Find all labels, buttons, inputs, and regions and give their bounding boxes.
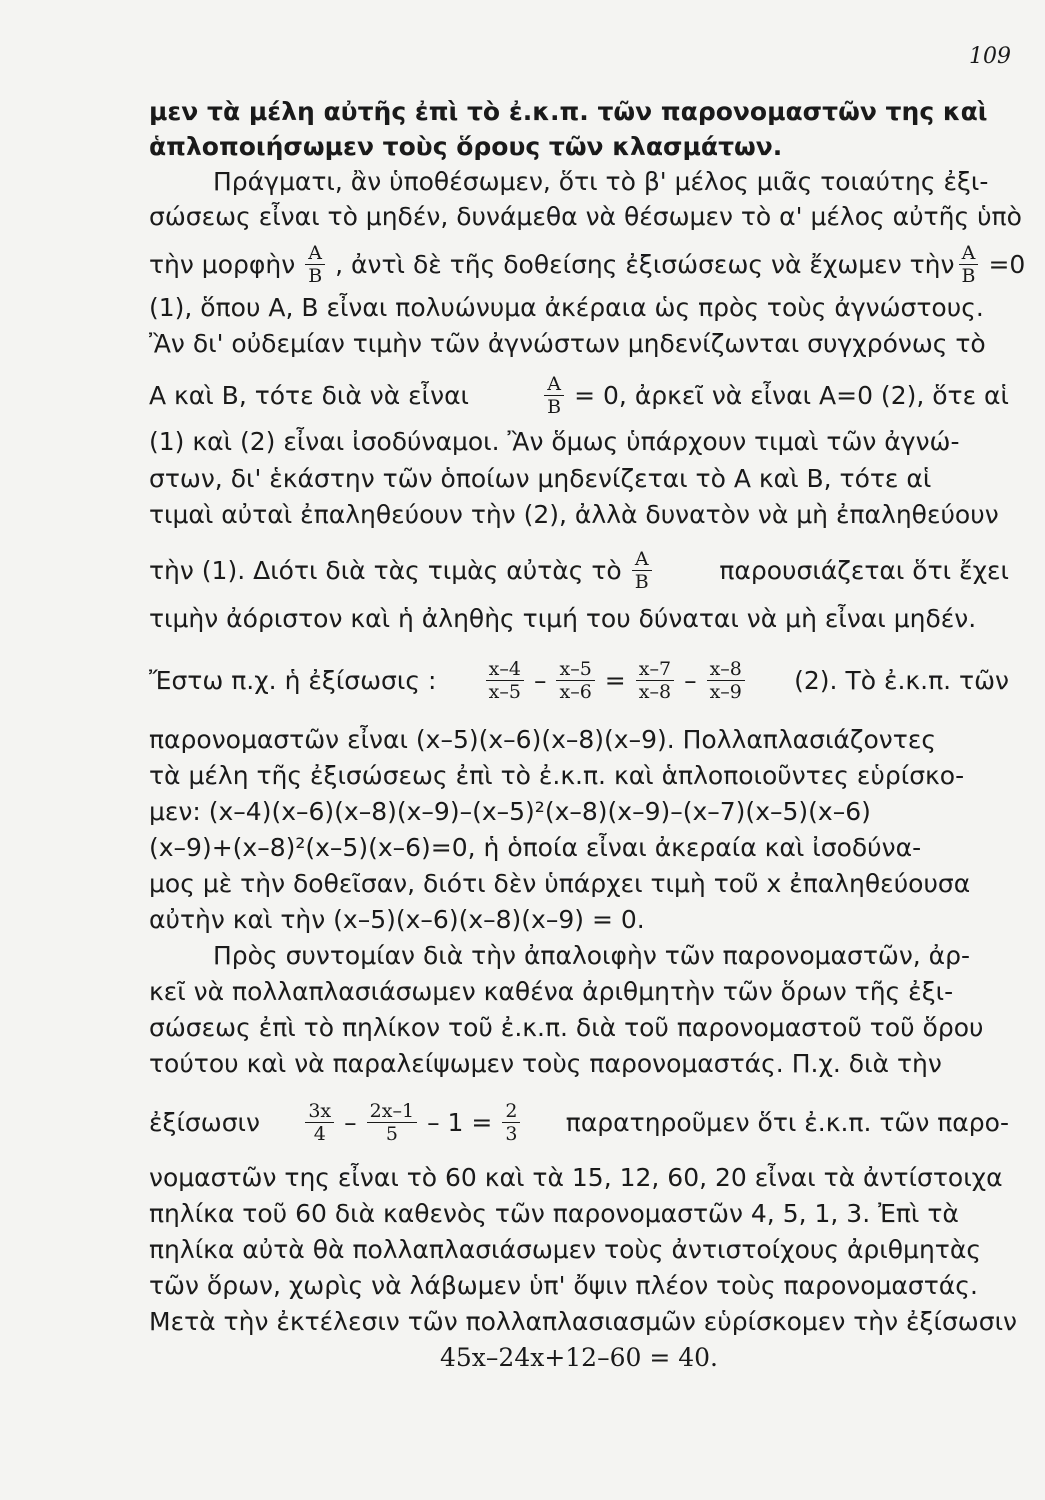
text-line: Μετὰ τὴν ἐκτέλεσιν τῶν πολλαπλασιασμῶν εὑρίσκομεν τὴν ἐξίσωσιν bbox=[149, 1307, 1018, 1336]
text-line: (1) καὶ (2) εἶναι ἰσοδύναμοι. Ἂν ὅμως ὑπάρχουν τιμαὶ τῶν ἀγνώ- bbox=[149, 427, 960, 456]
text-line: πηλίκα αὐτὰ θὰ πολλαπλασιάσωμεν τοὺς ἀντιστοίχους ἀριθμητὰς bbox=[149, 1235, 982, 1264]
text-line: στων, δι' ἑκάστην τῶν ὁποίων μηδενίζεται τὸ Α καὶ Β, τότε αἱ bbox=[149, 464, 932, 493]
text-line: (1), ὅπου Α, Β εἶναι πολυώνυμα ἀκέραια ὡς πρὸς τοὺς ἀγνώστους. bbox=[149, 293, 984, 322]
fraction: $\frac{x-7}{x-8}$ bbox=[636, 658, 674, 703]
text-line-with-fractions: Α καὶ Β, τότε διὰ νὰ εἶναι $\frac{A}{B}$ = 0, ἀρκεῖ νὰ εἶναι Α=0 (2), ὅτε αἱ bbox=[149, 373, 1009, 418]
fraction: $\frac{x-5}{x-6}$ bbox=[556, 658, 594, 703]
equation-line: Ἔστω π.χ. ἡ ἐξίσωσις : $\frac{x-4}{x-5}$ – $\frac{x-5}{x-6}$ = $\frac{x-7}{x-8}$ – $\frac{x-8}{x-9}$ (2). Τὸ ἐ.κ.π. τῶν bbox=[149, 658, 1009, 703]
text-line: μεν: (x–4)(x–6)(x–8)(x–9)–(x–5)²(x–8)(x–9)–(x–7)(x–5)(x–6) bbox=[149, 797, 871, 826]
text-line-with-fractions: τὴν μορφὴν $\frac{A}{B}$ , ἀντὶ δὲ τῆς δοθείσης ἐξισώσεως νὰ ἔχωμεν τὴν $\frac{A}{B}$ =0 bbox=[149, 242, 1026, 287]
text-line: τούτου καὶ νὰ παραλείψωμεν τοὺς παρονομαστάς. Π.χ. διὰ τὴν bbox=[149, 1049, 942, 1078]
final-equation: 45x–24x+12–60 = 40. bbox=[440, 1343, 718, 1372]
fraction: $\frac{2}{3}$ bbox=[502, 1100, 520, 1145]
text-line: τιμαὶ αὐταὶ ἐπαληθεύουν τὴν (2), ἀλλὰ δυνατὸν νὰ μὴ ἐπαληθεύουν bbox=[149, 500, 999, 529]
text-line: παρονομαστῶν εἶναι (x–5)(x–6)(x–8)(x–9). Πολλαπλασιάζοντες bbox=[149, 725, 936, 754]
text-line: μος μὲ τὴν δοθεῖσαν, διότι δὲν ὑπάρχει τιμὴ τοῦ x ἐπαληθεύουσα bbox=[149, 869, 971, 898]
fraction: $\frac{x-4}{x-5}$ bbox=[486, 658, 524, 703]
text-line: τὰ μέλη τῆς ἐξισώσεως ἐπὶ τὸ ἐ.κ.π. καὶ ἁπλοποιοῦντες εὑρίσκο- bbox=[149, 761, 965, 790]
text-line: ἁπλοποιήσωμεν τοὺς ὅρους τῶν κλασμάτων. bbox=[149, 132, 783, 161]
fraction-a-over-b: $\frac{A}{B}$ bbox=[305, 242, 325, 287]
fraction-a-over-b: $\frac{A}{B}$ bbox=[632, 548, 652, 593]
text-line: πηλίκα τοῦ 60 διὰ καθενὸς τῶν παρονομαστῶν 4, 5, 1, 3. Ἐπὶ τὰ bbox=[149, 1199, 959, 1228]
fraction: $\frac{x-8}{x-9}$ bbox=[707, 658, 745, 703]
text-line: νομαστῶν της εἶναι τὸ 60 καὶ τὰ 15, 12, 60, 20 εἶναι τὰ ἀντίστοιχα bbox=[149, 1163, 1003, 1192]
equation-line: ἐξίσωσιν $\frac{3x}{4}$ – $\frac{2x-1}{5}$ – 1 = $\frac{2}{3}$ παρατηροῦμεν ὅτι ἐ.κ.π. τῶν παρο- bbox=[149, 1100, 1009, 1145]
text-line: Πρὸς συντομίαν διὰ τὴν ἀπαλοιφὴν τῶν παρονομαστῶν, ἀρ- bbox=[213, 941, 971, 970]
text-line: σώσεως ἐπὶ τὸ πηλίκον τοῦ ἐ.κ.π. διὰ τοῦ παρονομαστοῦ τοῦ ὅρου bbox=[149, 1013, 984, 1042]
text-line: κεῖ νὰ πολλαπλασιάσωμεν καθένα ἀριθμητὴν τῶν ὅρων τῆς ἐξι- bbox=[149, 977, 954, 1006]
text-line: αὐτὴν καὶ τὴν (x–5)(x–6)(x–8)(x–9) = 0. bbox=[149, 905, 645, 934]
text-line: τῶν ὅρων, χωρὶς νὰ λάβωμεν ὑπ' ὄψιν πλέον τοὺς παρονομαστάς. bbox=[149, 1271, 978, 1300]
fraction-a-over-b: $\frac{A}{B}$ bbox=[958, 242, 978, 287]
text-line: μεν τὰ μέλη αὐτῆς ἐπὶ τὸ ἐ.κ.π. τῶν παρονομαστῶν της καὶ bbox=[149, 97, 988, 126]
text-line: Ἂν δι' οὐδεμίαν τιμὴν τῶν ἀγνώστων μηδενίζωνται συγχρόνως τὸ bbox=[149, 329, 986, 358]
text-line: τιμὴν ἀόριστον καὶ ἡ ἀληθὴς τιμή του δύναται νὰ μὴ εἶναι μηδέν. bbox=[149, 604, 977, 633]
page-number: 109 bbox=[969, 44, 1011, 69]
text-line: (x–9)+(x–8)²(x–5)(x–6)=0, ἡ ὁποία εἶναι ἀκεραία καὶ ἰσοδύνα- bbox=[149, 833, 922, 862]
fraction-a-over-b: $\frac{A}{B}$ bbox=[544, 373, 564, 418]
text-line: σώσεως εἶναι τὸ μηδέν, δυνάμεθα νὰ θέσωμεν τὸ α' μέλος αὐτῆς ὑπὸ bbox=[149, 202, 1022, 231]
fraction: $\frac{3x}{4}$ bbox=[305, 1100, 334, 1145]
text-line: Πράγματι, ἂν ὑποθέσωμεν, ὅτι τὸ β' μέλος μιᾶς τοιαύτης ἐξι- bbox=[213, 167, 989, 196]
text-line-with-fractions: τὴν (1). Διότι διὰ τὰς τιμὰς αὐτὰς τὸ $\frac{A}{B}$ παρουσιάζεται ὅτι ἔχει bbox=[149, 548, 1009, 593]
fraction: $\frac{2x-1}{5}$ bbox=[367, 1100, 417, 1145]
